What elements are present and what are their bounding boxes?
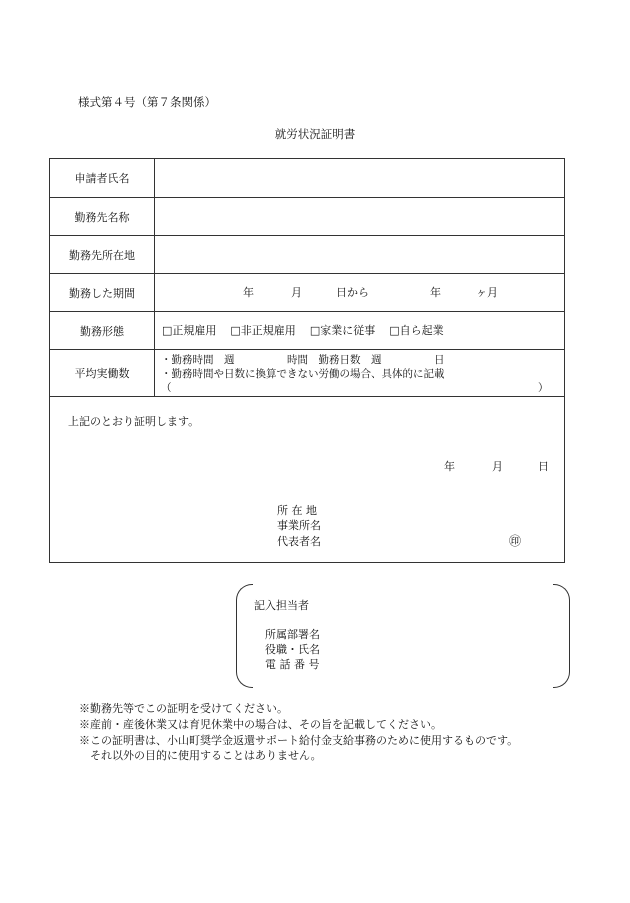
table-row bbox=[50, 159, 564, 198]
certificate-table bbox=[49, 158, 565, 563]
date-year-label: 年 bbox=[444, 460, 455, 473]
right-bracket bbox=[553, 584, 570, 688]
date-day-label: 日 bbox=[538, 460, 549, 473]
employer-name-field[interactable] bbox=[154, 198, 564, 235]
note-2: ※産前・産後休業又は育児休業中の場合は、その旨を記載してください。 bbox=[79, 718, 442, 731]
row-label: 勤務形態 bbox=[50, 312, 155, 349]
contact-department-label: 所属部署名 bbox=[265, 628, 320, 641]
left-bracket bbox=[236, 584, 253, 688]
hours-line-2: ・勤務時間や日数に換算できない労働の場合、具体的に記載 bbox=[161, 368, 445, 380]
note-1: ※勤務先等でこの証明を受けてください。 bbox=[79, 702, 288, 715]
work-type-field bbox=[154, 312, 564, 349]
issuer-office-label: 事業所名 bbox=[277, 519, 321, 532]
row-label: 申請者氏名 bbox=[50, 159, 155, 197]
note-3: ※この証明書は、小山町奨学金返還サポート給付金支給事務のために使用するものです。 bbox=[79, 734, 519, 747]
period-day-from-label: 日から bbox=[336, 286, 369, 299]
contact-phone-label: 電 話 番 号 bbox=[265, 658, 320, 671]
checkbox-family-business[interactable]: □家業に従事 bbox=[309, 324, 376, 337]
average-hours-field[interactable] bbox=[154, 350, 564, 396]
employer-address-field[interactable] bbox=[154, 236, 564, 273]
table-row bbox=[50, 236, 564, 274]
table-row bbox=[50, 312, 564, 350]
contact-position-label: 役職・氏名 bbox=[265, 643, 320, 656]
certification-text: 上記のとおり証明します。 bbox=[68, 415, 200, 428]
period-month-label: 月 bbox=[291, 286, 302, 299]
work-period-field[interactable] bbox=[154, 274, 564, 311]
issuer-address-label: 所 在 地 bbox=[277, 504, 317, 517]
open-paren: （ bbox=[161, 382, 172, 394]
period-year2-label: 年 bbox=[430, 286, 441, 299]
seal-mark: ㊞ bbox=[509, 534, 522, 548]
checkbox-self-employed[interactable]: □自ら起業 bbox=[389, 324, 444, 337]
hours-line-1: ・勤務時間 週 時間 勤務日数 週 日 bbox=[161, 354, 445, 366]
page-title: 就労状況証明書 bbox=[274, 127, 356, 141]
form-number: 様式第４号（第７条関係） bbox=[78, 95, 216, 109]
issuer-representative-label: 代表者名 bbox=[277, 535, 321, 548]
contact-box bbox=[236, 584, 570, 688]
row-label: 勤務先所在地 bbox=[50, 236, 155, 273]
row-label: 勤務先名称 bbox=[50, 198, 155, 235]
applicant-name-field[interactable] bbox=[154, 159, 564, 197]
period-months-label: ヶ月 bbox=[476, 286, 498, 299]
row-label: 勤務した期間 bbox=[50, 274, 155, 311]
close-paren: ） bbox=[538, 382, 549, 394]
table-row bbox=[50, 198, 564, 236]
row-label: 平均実働数 bbox=[50, 350, 155, 396]
checkbox-regular[interactable]: □正規雇用 bbox=[162, 324, 217, 337]
table-row bbox=[50, 274, 564, 312]
note-4: それ以外の目的に使用することはありません。 bbox=[79, 749, 322, 762]
date-month-label: 月 bbox=[492, 460, 503, 473]
contact-title: 記入担当者 bbox=[254, 599, 309, 612]
period-year-label: 年 bbox=[243, 286, 254, 299]
checkbox-non-regular[interactable]: □非正規雇用 bbox=[230, 324, 296, 337]
table-row bbox=[50, 350, 564, 397]
